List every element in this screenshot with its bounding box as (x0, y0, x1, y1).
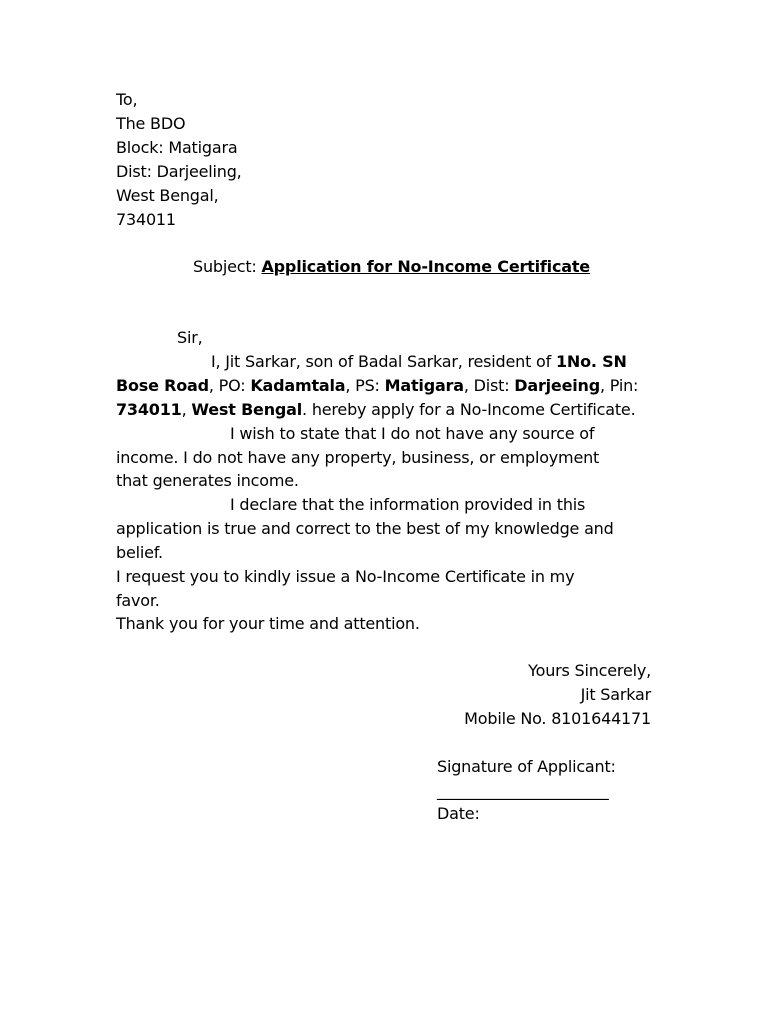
subject-line (193, 255, 590, 279)
text-run-bold: Kadamtala (250, 376, 346, 395)
text-run: , PS: (345, 376, 385, 395)
body-line (116, 374, 638, 398)
address-line: Dist: Darjeeling, (116, 162, 242, 181)
address-line: 734011 (116, 210, 176, 229)
body-line: that generates income. (116, 471, 299, 490)
salutation: Sir, (177, 328, 203, 347)
text-run-bold: Darjeeing (514, 376, 600, 395)
text-run: , Pin: (599, 376, 639, 395)
text-run-bold: 734011 (116, 400, 182, 419)
body-line: application is true and correct to the best of my knowledge and (116, 519, 614, 538)
valediction: Yours Sincerely, (528, 661, 651, 680)
text-run: . hereby apply for a No-Income Certificate. (302, 400, 636, 419)
text-run-bold: 1No. SN (555, 352, 627, 371)
signature-label: Signature of Applicant: (437, 757, 616, 776)
body-line: favor. (116, 591, 160, 610)
text-run: , PO: (208, 376, 251, 395)
text-run: , Dist: (463, 376, 515, 395)
body-line (211, 350, 627, 374)
text-run-bold: Bose Road (116, 376, 209, 395)
date-label: Date: (437, 804, 480, 823)
address-line: West Bengal, (116, 186, 219, 205)
body-line: I request you to kindly issue a No-Income Certificate in my (116, 567, 575, 586)
text-run: , (181, 400, 192, 419)
subject-text: Application for No-Income Certificate (261, 257, 590, 276)
thanks-line: Thank you for your time and attention. (116, 614, 420, 633)
address-line: To, (116, 90, 138, 109)
body-line: I declare that the information provided in this (230, 495, 586, 514)
signature-line: ______________________ (437, 781, 609, 800)
subject-label: Subject: (193, 257, 262, 276)
address-line: The BDO (116, 114, 186, 133)
body-line: belief. (116, 543, 163, 562)
mobile-number: Mobile No. 8101644171 (464, 709, 651, 728)
text-run-bold: West Bengal (191, 400, 303, 419)
text-run: I, Jit Sarkar, son of Badal Sarkar, resident of (211, 352, 556, 371)
body-line: I wish to state that I do not have any source of (230, 424, 595, 443)
body-line: income. I do not have any property, business, or employment (116, 448, 600, 467)
address-line: Block: Matigara (116, 138, 238, 157)
sender-name: Jit Sarkar (580, 685, 651, 704)
body-line (116, 398, 635, 422)
text-run-bold: Matigara (384, 376, 464, 395)
